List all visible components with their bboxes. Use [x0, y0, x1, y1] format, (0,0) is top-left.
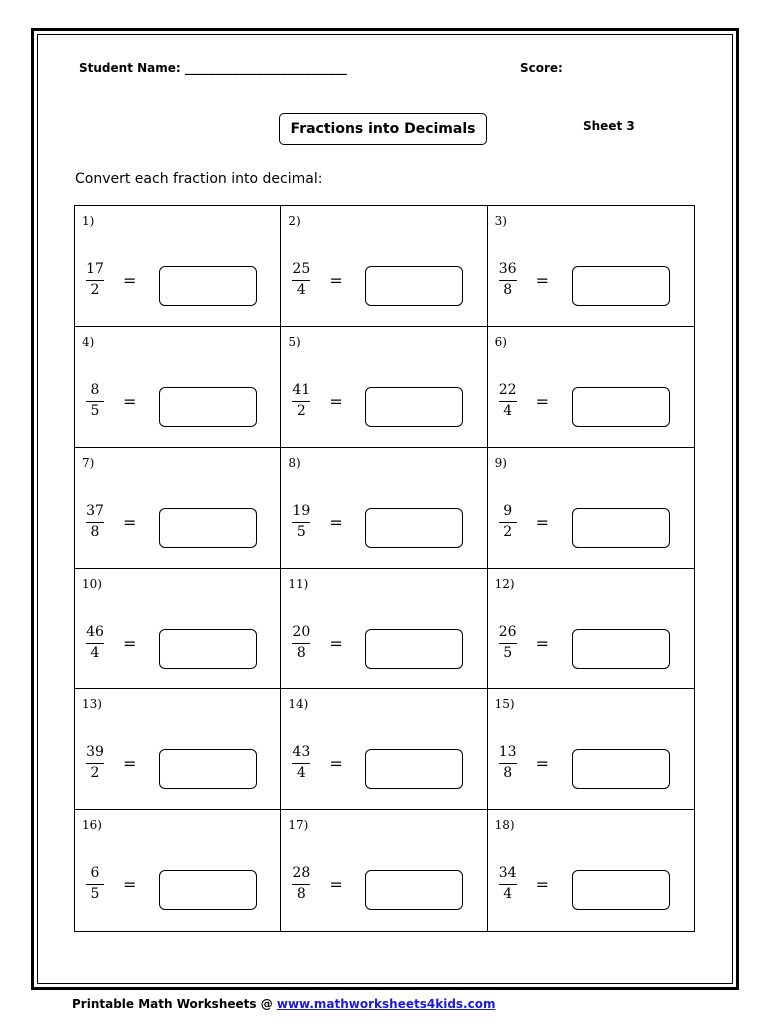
fraction-denominator: 2 [296, 402, 306, 419]
fraction-denominator: 8 [90, 523, 100, 540]
answer-box[interactable] [365, 266, 463, 306]
fraction [289, 383, 313, 419]
fraction [496, 262, 520, 298]
problem-cell [281, 448, 487, 569]
answer-box[interactable] [159, 749, 257, 789]
fraction-numerator: 46 [86, 623, 104, 640]
answer-box[interactable] [365, 629, 463, 669]
problem-cell [488, 206, 694, 327]
fraction-bar [499, 884, 517, 885]
fraction-numerator: 41 [292, 381, 311, 398]
problem-grid [74, 205, 695, 932]
fraction-bar [292, 884, 310, 885]
fraction-bar [499, 280, 517, 281]
fraction-denominator: 8 [296, 886, 306, 903]
fraction-numerator: 26 [498, 623, 517, 640]
fraction-denominator: 4 [296, 765, 306, 782]
answer-box[interactable] [159, 629, 257, 669]
fraction [496, 745, 520, 781]
fraction-denominator: 5 [90, 886, 100, 903]
fraction-bar [292, 280, 310, 281]
problem-cell [488, 448, 694, 569]
problem-cell [75, 448, 281, 569]
sheet-label: Sheet 3 [583, 119, 635, 133]
fraction-bar [86, 401, 104, 402]
equals-sign: = [535, 633, 550, 653]
footer-prefix: Printable Math Worksheets @ [72, 997, 277, 1011]
problem-cell [75, 810, 281, 931]
fraction [289, 504, 313, 540]
problem-cell [281, 810, 487, 931]
problem-number: 15) [494, 697, 515, 712]
problem-number: 6) [494, 334, 507, 349]
answer-box[interactable] [572, 749, 670, 789]
fraction-bar [86, 763, 104, 764]
answer-box[interactable] [572, 387, 670, 427]
fraction-numerator: 43 [292, 744, 311, 761]
fraction [289, 866, 313, 902]
equals-sign: = [123, 391, 137, 411]
equals-sign: = [123, 754, 137, 774]
problem-number: 11) [288, 576, 309, 591]
fraction-denominator: 5 [503, 644, 513, 661]
fraction [496, 504, 520, 540]
problem-number: 16) [82, 818, 102, 833]
fraction [289, 625, 313, 661]
fraction-denominator: 2 [503, 523, 513, 540]
problem-cell [75, 689, 281, 810]
problem-number: 2) [288, 214, 301, 228]
problem-number: 18) [494, 818, 515, 833]
equals-sign: = [535, 875, 550, 895]
equals-sign: = [535, 391, 550, 411]
fraction-bar [499, 763, 517, 764]
fraction-bar [499, 522, 517, 523]
answer-box[interactable] [365, 870, 463, 910]
fraction-denominator: 8 [296, 644, 306, 661]
fraction-denominator: 4 [296, 282, 306, 298]
answer-box[interactable] [365, 749, 463, 789]
fraction-numerator: 13 [498, 744, 517, 761]
fraction [496, 383, 520, 419]
equals-sign: = [123, 875, 137, 895]
answer-box[interactable] [159, 387, 257, 427]
footer-link[interactable]: www.mathworksheets4kids.com [276, 997, 496, 1011]
problem-cell [75, 327, 281, 448]
problem-cell [281, 206, 487, 327]
problem-cell [281, 569, 487, 690]
worksheet-title: Fractions into Decimals [279, 113, 487, 145]
equals-sign: = [535, 512, 550, 532]
fraction-numerator: 19 [292, 502, 311, 519]
problem-cell [75, 206, 281, 327]
answer-box[interactable] [572, 629, 670, 669]
answer-box[interactable] [159, 870, 257, 910]
answer-box[interactable] [365, 508, 463, 548]
problem-number: 3) [494, 214, 507, 228]
fraction [83, 745, 107, 781]
fraction-numerator: 25 [292, 261, 311, 277]
problem-number: 9) [494, 455, 507, 470]
fraction-bar [292, 763, 310, 764]
fraction-numerator: 22 [498, 381, 517, 398]
fraction-denominator: 4 [90, 644, 100, 661]
answer-box[interactable] [572, 870, 670, 910]
fraction-numerator: 17 [86, 261, 104, 277]
fraction [83, 866, 107, 902]
fraction-numerator: 34 [498, 865, 517, 882]
fraction-numerator: 9 [503, 502, 513, 519]
fraction [83, 625, 107, 661]
equals-sign: = [535, 271, 550, 290]
fraction-numerator: 39 [86, 744, 104, 761]
equals-sign: = [123, 271, 137, 290]
equals-sign: = [123, 633, 137, 653]
fraction-bar [86, 280, 104, 281]
answer-box[interactable] [572, 508, 670, 548]
problem-number: 5) [288, 334, 301, 349]
equals-sign: = [329, 391, 343, 411]
fraction [83, 383, 107, 419]
fraction-bar [292, 643, 310, 644]
fraction-numerator: 8 [90, 381, 100, 398]
fraction-bar [86, 522, 104, 523]
problem-number: 13) [82, 697, 102, 712]
problem-cell [75, 569, 281, 690]
problem-number: 8) [288, 455, 301, 470]
fraction-denominator: 5 [90, 402, 100, 419]
equals-sign: = [329, 512, 343, 532]
fraction-denominator: 8 [503, 282, 513, 298]
fraction-denominator: 2 [90, 765, 100, 782]
fraction [496, 866, 520, 902]
problem-number: 17) [288, 818, 309, 833]
fraction-denominator: 2 [90, 282, 100, 298]
fraction-bar [499, 401, 517, 402]
fraction-numerator: 37 [86, 502, 104, 519]
problem-cell [488, 810, 694, 931]
instruction-text: Convert each fraction into decimal: [75, 171, 323, 187]
fraction [289, 745, 313, 781]
problem-number: 10) [82, 576, 102, 591]
fraction [83, 262, 107, 298]
fraction-bar [499, 643, 517, 644]
fraction-numerator: 28 [292, 865, 311, 882]
problem-cell [488, 569, 694, 690]
fraction-bar [292, 522, 310, 523]
fraction-bar [292, 401, 310, 402]
fraction-numerator: 36 [498, 261, 517, 277]
problem-number: 14) [288, 697, 309, 712]
equals-sign: = [535, 754, 550, 774]
answer-box[interactable] [159, 266, 257, 306]
problem-number: 7) [82, 455, 95, 470]
fraction-denominator: 8 [503, 765, 513, 782]
fraction-bar [86, 643, 104, 644]
fraction-denominator: 5 [296, 523, 306, 540]
problem-number: 1) [82, 214, 95, 228]
equals-sign: = [123, 512, 137, 532]
fraction-numerator: 20 [292, 623, 311, 640]
score-label: Score: [520, 61, 563, 75]
fraction [83, 504, 107, 540]
problem-cell [281, 689, 487, 810]
equals-sign: = [329, 875, 343, 895]
answer-box[interactable] [572, 266, 670, 306]
footer [72, 997, 495, 1011]
fraction-numerator: 6 [90, 865, 100, 882]
equals-sign: = [329, 633, 343, 653]
problem-cell [488, 689, 694, 810]
problem-cell [281, 327, 487, 448]
fraction-denominator: 4 [503, 886, 513, 903]
problem-number: 4) [82, 334, 95, 349]
problem-number: 12) [494, 576, 515, 591]
fraction-denominator: 4 [503, 402, 513, 419]
problem-cell [488, 327, 694, 448]
fraction [289, 262, 313, 298]
student-name-label: Student Name: ___________________________ [79, 61, 347, 75]
fraction-bar [86, 884, 104, 885]
equals-sign: = [329, 271, 343, 290]
answer-box[interactable] [365, 387, 463, 427]
answer-box[interactable] [159, 508, 257, 548]
fraction [496, 625, 520, 661]
equals-sign: = [329, 754, 343, 774]
